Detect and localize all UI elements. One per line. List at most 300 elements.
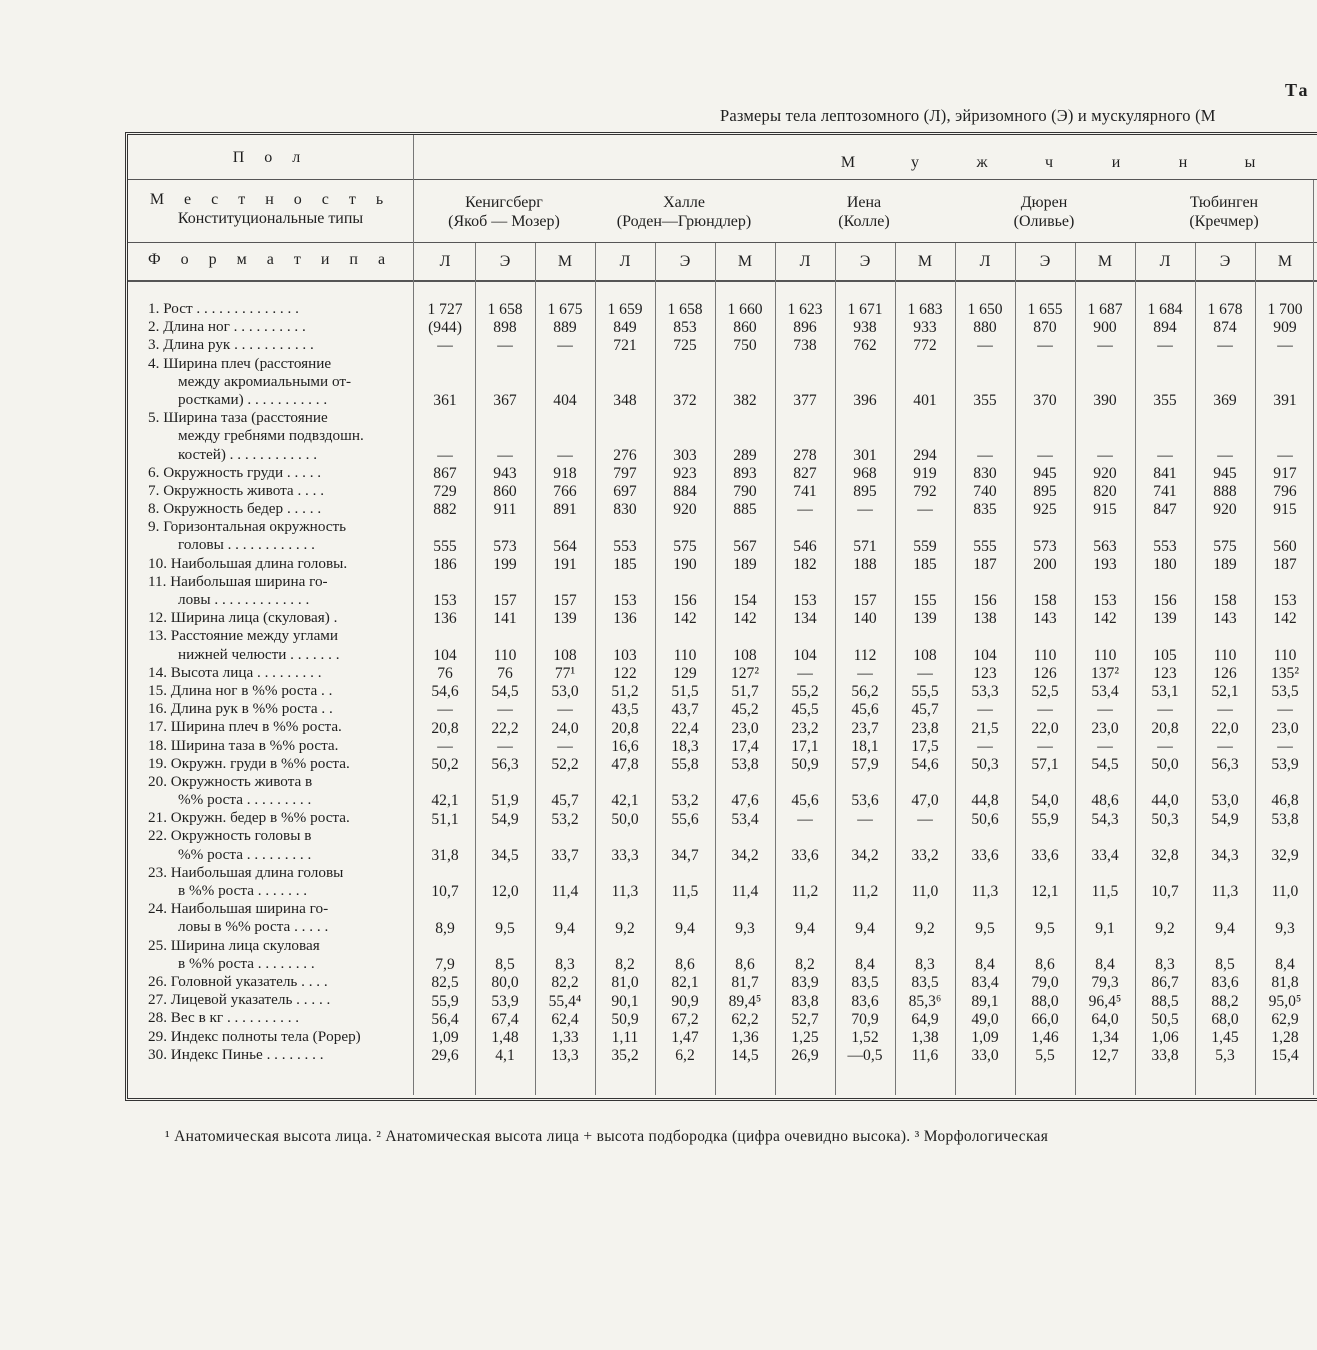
table-cell: 126 — [1033, 665, 1057, 682]
table-cell: 697 — [613, 483, 637, 500]
table-cell: 55,5 — [911, 683, 939, 701]
location-name: Кенигсберг — [465, 194, 543, 211]
table-cell: 54,9 — [491, 810, 519, 828]
table-cell: 55,8 — [671, 756, 699, 773]
table-cell: 1,06 — [1151, 1029, 1179, 1046]
table-cell: 154 — [733, 592, 757, 610]
table-cell: 189 — [733, 555, 757, 573]
table-cell: 158 — [1033, 592, 1057, 610]
table-cell: 1,46 — [1031, 1029, 1059, 1046]
table-cell: 62,2 — [731, 1010, 759, 1028]
table-cell: 193 — [1093, 555, 1117, 573]
table-cell: 9,5 — [1035, 919, 1055, 937]
location-name: Иена — [846, 194, 882, 211]
table-cell: 52,1 — [1211, 683, 1239, 701]
table-cell: 57,1 — [1031, 756, 1059, 773]
table-cell: 191 — [553, 555, 577, 573]
table-cell: 894 — [1153, 319, 1177, 337]
table-cell: 50,3 — [1151, 810, 1179, 828]
table-cell: 90,9 — [671, 992, 699, 1010]
table-cell: 1,28 — [1271, 1029, 1299, 1046]
table-cell: 925 — [1033, 501, 1057, 519]
table-cell: 1 687 — [1087, 301, 1123, 318]
table-cell: 22,0 — [1211, 719, 1239, 737]
table-cell: 88,5 — [1151, 992, 1179, 1010]
table-cell: — — [557, 737, 573, 755]
type-header: Э — [859, 253, 871, 270]
table-cell: 8,6 — [675, 956, 695, 974]
table-cell: 849 — [613, 319, 637, 337]
table-cell: 33,6 — [971, 847, 999, 864]
table-cell: 136 — [433, 610, 457, 628]
row-label-line: 13. Расстояние между углами — [148, 627, 339, 645]
table-cell: 911 — [493, 501, 517, 519]
table-cell: — — [1037, 737, 1053, 755]
table-cell: 48,6 — [1091, 792, 1119, 810]
table-cell: 11,2 — [851, 883, 879, 901]
table-cell: 8,2 — [615, 956, 635, 974]
table-cell: 23,7 — [851, 719, 879, 737]
table-cell: 45,7 — [911, 701, 939, 719]
table-cell: 390 — [1093, 392, 1117, 409]
table-cell: 797 — [613, 464, 637, 482]
location-label: М е с т н о с т ь — [149, 191, 392, 208]
table-cell: 23,8 — [911, 719, 939, 737]
row-label-line: 9. Горизонтальная окружность — [148, 518, 347, 536]
table-cell: 915 — [1273, 501, 1297, 519]
form-label: Ф о р м а т и п а — [147, 251, 394, 268]
table-number-label: Та — [1285, 80, 1310, 100]
table-cell: 55,9 — [431, 992, 459, 1010]
table-cell: 81,7 — [731, 974, 759, 992]
table-cell: — — [1277, 701, 1293, 719]
table-cell: — — [437, 446, 453, 464]
table-cell: 185 — [913, 555, 937, 573]
table-cell: 8,2 — [795, 956, 815, 974]
table-cell: 137² — [1090, 665, 1120, 682]
table-cell: 56,3 — [1211, 756, 1239, 773]
table-cell: 85,3⁶ — [908, 992, 942, 1010]
table-cell: 53,9 — [1271, 756, 1299, 773]
table-cell: 47,8 — [611, 756, 639, 773]
table-cell: 34,7 — [671, 847, 699, 864]
table-cell: 796 — [1273, 483, 1297, 500]
table-cell: 9,2 — [615, 919, 635, 937]
table-cell: 33,4 — [1091, 847, 1119, 864]
row-label-line: 17. Ширина плеч в %% роста. — [148, 718, 342, 736]
table-cell: 740 — [973, 483, 997, 500]
type-header: Э — [1219, 253, 1231, 270]
table-cell: 54,3 — [1091, 810, 1119, 828]
table-cell: 10,7 — [1151, 883, 1179, 901]
location-name: Халле — [663, 194, 705, 211]
table-cell: 54,5 — [491, 683, 519, 701]
table-cell: 355 — [973, 392, 997, 409]
table-cell: 867 — [433, 464, 457, 482]
location-name: Тюбинген — [1189, 194, 1259, 211]
table-cell: — — [1157, 446, 1173, 464]
table-cell: 200 — [1033, 555, 1057, 573]
table-cell: 827 — [793, 464, 817, 482]
table-cell: 51,7 — [731, 683, 759, 701]
table-cell: 95,0⁵ — [1268, 992, 1302, 1010]
table-cell: 142 — [1273, 610, 1297, 628]
table-cell: — — [857, 810, 873, 828]
table-cell: 45,6 — [791, 792, 819, 810]
table-cell: 53,5 — [1271, 683, 1299, 701]
table-cell: 156 — [973, 592, 997, 610]
table-cell: 721 — [613, 337, 637, 355]
table-cell: 43,5 — [611, 701, 639, 719]
row-label-line: 3. Длина рук . . . . . . . . . . . — [148, 336, 314, 354]
table-cell: — — [1157, 701, 1173, 719]
table-cell: 895 — [1033, 483, 1057, 500]
table-cell: 31,8 — [431, 847, 459, 864]
table-cell: 367 — [493, 392, 517, 409]
table-cell: 83,4 — [971, 974, 999, 992]
table-cell: 76 — [497, 665, 513, 682]
table-cell: 53,4 — [1091, 683, 1119, 701]
table-cell: 57,9 — [851, 756, 879, 773]
table-cell: 54,9 — [1211, 810, 1239, 828]
table-cell: 8,4 — [1275, 956, 1295, 974]
table-cell: 83,6 — [851, 992, 879, 1010]
table-cell: 199 — [493, 555, 517, 573]
table-cell: 90,1 — [611, 992, 639, 1010]
table-cell: 391 — [1273, 392, 1297, 409]
table-cell: 276 — [613, 446, 637, 464]
table-cell: 884 — [673, 483, 697, 500]
row-label-line: в %% роста . . . . . . . . — [178, 954, 315, 972]
table-cell: 14,5 — [731, 1047, 759, 1065]
table-cell: 1,48 — [491, 1029, 519, 1046]
table-cell: 129 — [673, 665, 697, 682]
row-label-line: 4. Ширина плеч (расстояние — [148, 354, 332, 372]
table-cell: 1 683 — [907, 301, 943, 318]
table-cell: 8,3 — [915, 956, 935, 974]
table-cell: 885 — [733, 501, 757, 519]
table-cell: — — [437, 337, 453, 355]
table-cell: 42,1 — [431, 792, 459, 810]
table-cell: 32,8 — [1151, 847, 1179, 864]
table-cell: 725 — [673, 337, 697, 355]
type-header: М — [557, 253, 573, 270]
table-cell: 762 — [853, 337, 877, 355]
row-label-line: 7. Окружность живота . . . . — [148, 481, 325, 499]
location-author: (Якоб — Мозер) — [448, 213, 560, 230]
table-cell: 54,6 — [431, 683, 459, 701]
table-cell: 18,3 — [671, 737, 699, 755]
table-cell: 11,4 — [551, 883, 579, 901]
table-cell: 53,0 — [1211, 792, 1239, 810]
table-cell: 47,6 — [731, 792, 759, 810]
table-cell: 83,6 — [1211, 974, 1239, 992]
table-cell: 64,0 — [1091, 1010, 1119, 1028]
table-cell: 11,5 — [1091, 883, 1119, 901]
table-cell: — — [797, 665, 813, 682]
row-label-line: 8. Окружность бедер . . . . . — [148, 500, 322, 518]
table-cell: — — [1097, 701, 1113, 719]
table-cell: 141 — [493, 610, 517, 628]
table-cell: 22,4 — [671, 719, 699, 737]
table-cell: 79,3 — [1091, 974, 1119, 992]
table-cell: 68,0 — [1211, 1010, 1239, 1028]
table-cell: 20,8 — [1151, 719, 1179, 737]
table-cell: 55,2 — [791, 683, 819, 701]
sex-letter: у — [911, 154, 919, 171]
table-cell: 62,4 — [551, 1010, 579, 1028]
table-cell: 1,09 — [431, 1029, 459, 1046]
table-cell: — — [857, 501, 873, 519]
table-cell: 157 — [493, 592, 517, 610]
table-cell: 42,1 — [611, 792, 639, 810]
table-cell: — — [917, 665, 933, 682]
table-cell: (944) — [428, 319, 462, 337]
type-header: Э — [1039, 253, 1051, 270]
table-cell: — — [1217, 737, 1233, 755]
table-cell: 18,1 — [851, 737, 879, 755]
table-cell: 567 — [733, 537, 757, 555]
table-cell: 83,9 — [791, 974, 819, 992]
table-cell: 138 — [973, 610, 997, 628]
type-header: М — [917, 253, 933, 270]
table-cell: 915 — [1093, 501, 1117, 519]
table-cell: 1 671 — [847, 301, 883, 318]
table-cell: 110 — [1033, 646, 1057, 664]
table-cell: 889 — [553, 319, 577, 337]
table-cell: 12,1 — [1031, 883, 1059, 901]
table-cell: 53,1 — [1151, 683, 1179, 701]
table-cell: 1 650 — [967, 301, 1003, 318]
table-cell: — — [437, 701, 453, 719]
table-cell: 51,1 — [431, 810, 459, 828]
table-cell: 45,5 — [791, 701, 819, 719]
table-cell: 139 — [913, 610, 937, 628]
table-cell: 15,4 — [1271, 1047, 1299, 1065]
table-cell: 301 — [853, 446, 877, 464]
row-label-line: 1. Рост . . . . . . . . . . . . . . — [148, 300, 299, 317]
table-cell: 103 — [613, 646, 637, 664]
table-cell: 9,3 — [1275, 919, 1295, 937]
location-author: (Кречмер) — [1189, 213, 1259, 230]
table-cell: 401 — [913, 392, 937, 409]
table-cell: 372 — [673, 392, 697, 409]
table-cell: 142 — [673, 610, 697, 628]
table-cell: 142 — [1093, 610, 1117, 628]
table-cell: 55,6 — [671, 810, 699, 828]
table-cell: 546 — [793, 537, 817, 555]
table-cell: 830 — [613, 501, 637, 519]
table-cell: 766 — [553, 483, 577, 500]
row-label-line: 11. Наибольшая ширина го- — [148, 572, 328, 590]
sex-letter: н — [1178, 154, 1188, 171]
row-label-line: 22. Окружность головы в — [148, 827, 312, 845]
table-cell: 51,2 — [611, 683, 639, 701]
table-cell: 294 — [913, 446, 937, 464]
table-cell: 920 — [673, 501, 697, 519]
table-cell: 750 — [733, 337, 757, 355]
table-cell: 155 — [913, 592, 937, 610]
table-cell: 83,5 — [911, 974, 939, 992]
table-cell: 20,8 — [611, 719, 639, 737]
table-cell: 55,9 — [1031, 810, 1059, 828]
table-cell: — — [797, 810, 813, 828]
table-cell: 23,0 — [731, 719, 759, 737]
table-cell: 8,3 — [1155, 956, 1175, 974]
table-cell: 938 — [853, 319, 877, 337]
table-cell: 83,5 — [851, 974, 879, 992]
table-cell: 82,1 — [671, 974, 699, 992]
row-label-line: 26. Головной указатель . . . . — [148, 972, 328, 990]
table-cell: 34,2 — [731, 847, 759, 864]
table-cell: — — [557, 446, 573, 464]
type-header: М — [737, 253, 753, 270]
row-label-line: 19. Окружн. груди в %% роста. — [148, 754, 350, 772]
table-cell: 156 — [673, 592, 697, 610]
table-cell: — — [1277, 737, 1293, 755]
table-cell: 108 — [733, 646, 757, 664]
table-cell: 51,5 — [671, 683, 699, 701]
table-cell: 370 — [1033, 392, 1057, 409]
table-cell: 8,9 — [435, 919, 455, 937]
row-label-line: головы . . . . . . . . . . . . — [178, 536, 315, 554]
table-cell: 33,0 — [971, 1047, 999, 1065]
table-cell: 16,6 — [611, 737, 639, 755]
table-cell: 9,4 — [855, 919, 875, 937]
table-cell: 126 — [1213, 665, 1237, 682]
footnotes: ¹ Анатомическая высота лица. ² Анатомическая высота лица + высота подбородка (цифра очевидно высока). ³ Морфологическая — [165, 1128, 1049, 1145]
table-cell: 34,2 — [851, 847, 879, 864]
table-cell: 919 — [913, 464, 937, 482]
table-cell: 157 — [853, 592, 877, 610]
table-cell: 55,4⁴ — [548, 992, 582, 1010]
table-cell: 830 — [973, 464, 997, 482]
table-cell: 555 — [973, 537, 997, 555]
table-cell: 110 — [1273, 646, 1297, 664]
table-cell: 553 — [1153, 537, 1177, 555]
table-cell: 50,6 — [971, 810, 999, 828]
table-cell: 51,9 — [491, 792, 519, 810]
table-cell: 1 678 — [1207, 301, 1243, 318]
type-header: Л — [799, 253, 811, 270]
table-cell: 67,2 — [671, 1010, 699, 1028]
table-cell: 23,0 — [1091, 719, 1119, 737]
table-cell: 33,2 — [911, 847, 939, 864]
table-cell: 361 — [433, 392, 457, 409]
table-cell: 11,6 — [911, 1047, 939, 1065]
table-cell: 893 — [733, 464, 757, 482]
table-cell: 110 — [673, 646, 697, 664]
table-cell: — — [1037, 337, 1053, 355]
table-cell: — — [1217, 446, 1233, 464]
table-cell: 104 — [433, 646, 457, 664]
table-cell: 44,0 — [1151, 792, 1179, 810]
table-cell: 64,9 — [911, 1010, 939, 1028]
location-author: (Роден—Грюндлер) — [616, 213, 752, 230]
table-cell: 33,3 — [611, 847, 639, 864]
table-cell: 8,4 — [1095, 956, 1115, 974]
table-cell: 62,9 — [1271, 1010, 1299, 1028]
table-cell: 32,9 — [1271, 847, 1299, 864]
table-cell: 1 700 — [1267, 301, 1303, 318]
row-label-line: ростками) . . . . . . . . . . . — [178, 390, 328, 408]
table-cell: 6,2 — [675, 1047, 695, 1065]
table-cell: 11,2 — [791, 883, 819, 901]
header-rule — [128, 179, 1317, 180]
table-cell: 67,4 — [491, 1010, 519, 1028]
table-cell: — — [1097, 446, 1113, 464]
row-label-line: ловы . . . . . . . . . . . . . — [178, 591, 310, 608]
table-cell: 348 — [613, 392, 637, 409]
table-cell: — — [1277, 337, 1293, 355]
table-cell: 20,8 — [431, 719, 459, 737]
table-cell: 54,6 — [911, 756, 939, 773]
row-label-line: %% роста . . . . . . . . . — [178, 845, 312, 863]
location-name: Дюрен — [1020, 194, 1068, 211]
row-label-line: 2. Длина ног . . . . . . . . . . — [148, 318, 306, 336]
table-cell: 968 — [853, 464, 877, 482]
table-cell: 50,0 — [611, 810, 639, 828]
table-cell: 870 — [1033, 319, 1057, 337]
table-cell: 53,4 — [731, 810, 759, 828]
table-cell: 180 — [1153, 555, 1177, 573]
table-cell: 729 — [433, 483, 457, 500]
table-cell: 11,0 — [1271, 883, 1299, 901]
table-cell: 56,3 — [491, 756, 519, 773]
row-label-line: ловы в %% роста . . . . . — [178, 918, 329, 936]
table-cell: — — [557, 701, 573, 719]
table-cell: 56,2 — [851, 683, 879, 701]
type-header: Э — [679, 253, 691, 270]
table-cell: — — [857, 665, 873, 682]
table-cell: 1,34 — [1091, 1029, 1119, 1046]
table-cell: 53,3 — [971, 683, 999, 701]
type-header: Э — [499, 253, 511, 270]
table-cell: 142 — [733, 610, 757, 628]
table-cell: — — [977, 337, 993, 355]
table-cell: 53,2 — [551, 810, 579, 828]
table-cell: 820 — [1093, 483, 1117, 500]
table-cell: 860 — [493, 483, 517, 500]
table-cell: 143 — [1033, 610, 1057, 628]
table-cell: 303 — [673, 446, 697, 464]
sex-letter: М — [840, 154, 856, 171]
table-cell: — — [437, 737, 453, 755]
row-label-line: 15. Длина ног в %% роста . . — [148, 681, 333, 699]
type-header: Л — [619, 253, 631, 270]
table-cell: 83,8 — [791, 992, 819, 1010]
constitution-label: Конституциональные типы — [177, 210, 364, 227]
type-header: М — [1097, 253, 1113, 270]
table-cell: 140 — [853, 610, 877, 628]
table-cell: 45,7 — [551, 792, 579, 810]
table-cell: 153 — [613, 592, 637, 610]
table-cell: 1,11 — [611, 1029, 639, 1046]
table-cell: 53,9 — [491, 992, 519, 1010]
table-cell: 12,0 — [491, 883, 519, 901]
table-cell: 23,0 — [1271, 719, 1299, 737]
table-cell: 945 — [1033, 464, 1057, 482]
table-cell: 564 — [553, 537, 577, 555]
table-cell: 34,5 — [491, 847, 519, 864]
table-cell: 21,5 — [971, 719, 999, 737]
table-cell: 45,2 — [731, 701, 759, 719]
table-cell: 1 658 — [667, 301, 703, 318]
table-cell: 88,0 — [1031, 992, 1059, 1010]
table-cell: 49,0 — [971, 1010, 999, 1028]
table-cell: — — [977, 701, 993, 719]
table-cell: 104 — [973, 646, 997, 664]
